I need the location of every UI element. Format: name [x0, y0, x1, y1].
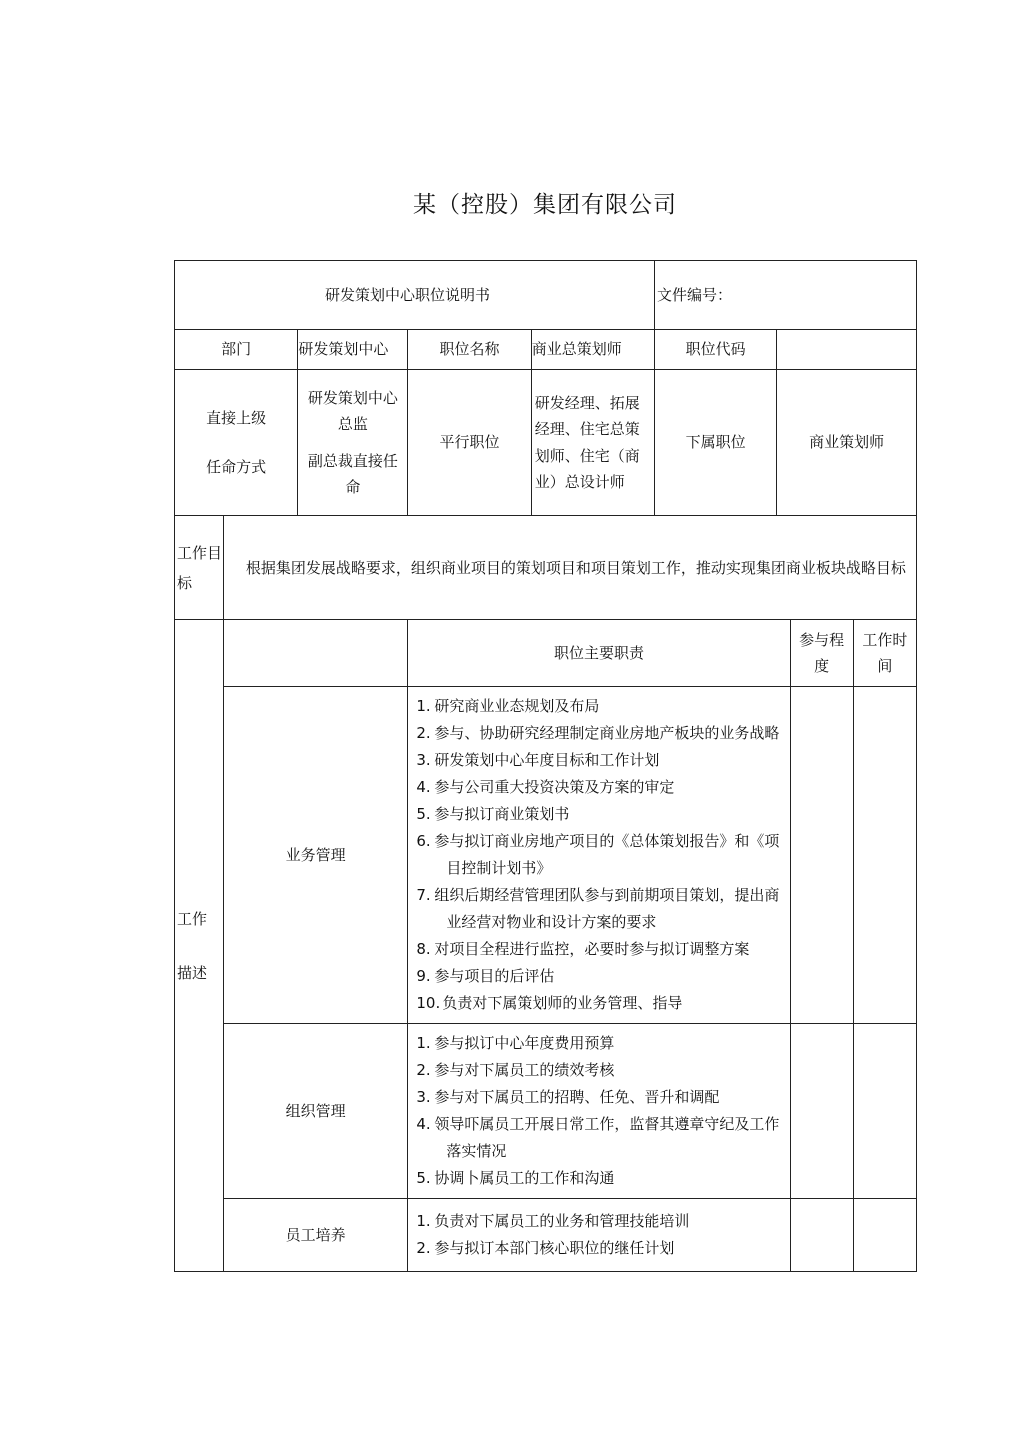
- duty-number: 4.: [416, 778, 431, 796]
- duty-number: 9.: [416, 967, 431, 985]
- file-number-label: 文件编号：: [655, 261, 917, 330]
- superior-value: 研发策划中心总监: [307, 389, 398, 434]
- duty-number: 1.: [416, 697, 431, 715]
- duty-item: [416, 1235, 785, 1262]
- duty-number: 10.: [416, 994, 441, 1012]
- duty-number: 1.: [416, 1034, 431, 1052]
- duty-item: [416, 828, 785, 882]
- position-code-label: 职位代码: [655, 330, 777, 370]
- goal-row: [175, 516, 917, 620]
- work-description-label: [175, 620, 224, 1272]
- section-name: 组织管理: [223, 1024, 407, 1199]
- duty-text: 参与项目的后评估: [434, 967, 555, 985]
- duty-item: [416, 882, 785, 936]
- participation-cell: [790, 1199, 853, 1272]
- work-time-cell: [853, 687, 916, 1024]
- duty-text: 参与拟订中心年度费用预算: [434, 1034, 615, 1052]
- duty-number: 2.: [416, 1239, 431, 1257]
- work-description-label-line1: 工作: [177, 909, 208, 928]
- work-time-header: 工作时间: [853, 620, 916, 687]
- duty-item: [416, 1030, 785, 1057]
- parallel-position-value: 研发经理、拓展经理、住宅总策划师、住宅（商业）总设计师: [531, 370, 654, 516]
- document-name: 研发策划中心职位说明书: [175, 261, 655, 330]
- duty-item: [416, 1084, 785, 1111]
- duties-header-row: [175, 620, 917, 687]
- duty-number: 8.: [416, 940, 431, 958]
- appointment-label: 任命方式: [206, 457, 267, 476]
- section-duties: [408, 687, 790, 1024]
- section-name: 员工培养: [223, 1199, 407, 1272]
- duty-section-row: [175, 1024, 917, 1199]
- duty-number: 4.: [416, 1115, 431, 1133]
- work-time-cell: [853, 1024, 916, 1199]
- superior-appointment-labels: [175, 370, 298, 516]
- duty-list: [408, 1024, 789, 1198]
- duty-item: [416, 1111, 785, 1165]
- position-name-value: 商业总策划师: [531, 330, 654, 370]
- superior-appointment-values: [298, 370, 408, 516]
- duty-item: [416, 747, 785, 774]
- duty-text: 领导吓属员工开展日常工作，监督其遵章守纪及工作落实情况: [434, 1115, 780, 1160]
- duty-item: [416, 1165, 785, 1192]
- duty-section-row: [175, 687, 917, 1024]
- duty-item: [416, 990, 785, 1017]
- section-duties: [408, 1024, 790, 1199]
- position-code-value: [777, 330, 917, 370]
- duty-item: [416, 963, 785, 990]
- duty-number: 7.: [416, 886, 431, 904]
- duty-number: 5.: [416, 805, 431, 823]
- section-name: 业务管理: [223, 687, 407, 1024]
- duty-item: [416, 1208, 785, 1235]
- duty-list: [408, 1202, 789, 1268]
- duty-text: 参与公司重大投资决策及方案的审定: [434, 778, 675, 796]
- section-duties: [408, 1199, 790, 1272]
- duty-text: 负责对下属策划师的业务管理、指导: [442, 994, 683, 1012]
- duty-text: 协调卜属员工的工作和沟通: [434, 1169, 615, 1187]
- duty-text: 参与、协助研究经理制定商业房地产板块的业务战略: [434, 724, 780, 742]
- duty-item: [416, 801, 785, 828]
- duty-item: [416, 693, 785, 720]
- duty-item: [416, 720, 785, 747]
- main-duties-header: 职位主要职责: [408, 620, 790, 687]
- department-label: 部门: [175, 330, 298, 370]
- department-value: 研发策划中心: [298, 330, 408, 370]
- duty-text: 参与拟订本部门核心职位的继任计划: [434, 1239, 675, 1257]
- relations-row: [175, 370, 917, 516]
- duty-text: 对项目全程进行监控，必要时参与拟订调整方案: [434, 940, 750, 958]
- duty-number: 1.: [416, 1212, 431, 1230]
- header-row: [175, 261, 917, 330]
- parallel-position-label: 平行职位: [408, 370, 531, 516]
- duty-section-row: [175, 1199, 917, 1272]
- participation-cell: [790, 1024, 853, 1199]
- subordinate-position-label: 下属职位: [655, 370, 777, 516]
- company-title: 某（控股）集团有限公司: [413, 192, 677, 218]
- duty-number: 6.: [416, 832, 431, 850]
- section-header-blank: [223, 620, 407, 687]
- duty-text: 组织后期经营管理团队参与到前期项目策划，提出商业经营对物业和设计方案的要求: [434, 886, 780, 931]
- participation-header: 参与程度: [790, 620, 853, 687]
- duty-list: [408, 687, 789, 1023]
- duty-text: 参与对下属员工的招聘、任免、晋升和调配: [434, 1088, 720, 1106]
- duty-text: 参与对下属员工的绩效考核: [434, 1061, 615, 1079]
- subordinate-position-value: 商业策划师: [777, 370, 917, 516]
- position-name-label: 职位名称: [408, 330, 531, 370]
- participation-cell: [790, 687, 853, 1024]
- duty-number: 2.: [416, 1061, 431, 1079]
- duty-text: 研发策划中心年度目标和工作计划: [434, 751, 660, 769]
- work-goal-label: 工作目标: [175, 516, 224, 620]
- duty-number: 5.: [416, 1169, 431, 1187]
- duty-text: 参与拟订商业策划书: [434, 805, 570, 823]
- duty-number: 3.: [416, 1088, 431, 1106]
- duty-number: 2.: [416, 724, 431, 742]
- work-description-label-line2: 描述: [177, 963, 208, 982]
- duty-text: 负责对下属员工的业务和管理技能培训: [434, 1212, 690, 1230]
- job-description-table: [174, 260, 917, 1272]
- duty-text: 参与拟订商业房地产项目的《总体策划报告》和《项目控制计划书》: [434, 832, 780, 877]
- superior-label: 直接上级: [206, 409, 267, 428]
- position-info-row: [175, 330, 917, 370]
- duty-number: 3.: [416, 751, 431, 769]
- duty-item: [416, 936, 785, 963]
- appointment-value: 副总裁直接任命: [307, 451, 398, 496]
- duty-item: [416, 774, 785, 801]
- duty-text: 研究商业业态规划及布局: [434, 697, 600, 715]
- work-goal-text: 根据集团发展战略要求，组织商业项目的策划项目和项目策划工作，推动实现集团商业板块战略目标: [223, 516, 916, 620]
- duty-item: [416, 1057, 785, 1084]
- work-time-cell: [853, 1199, 916, 1272]
